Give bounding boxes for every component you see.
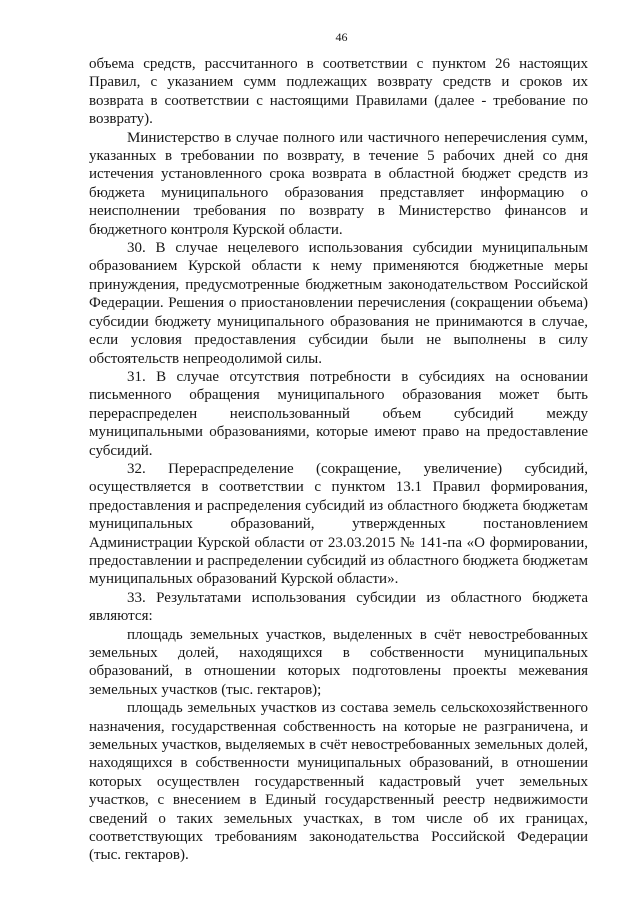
paragraph-5: 32. Перераспределение (сокращение, увеличение) субсидий, осуществляется в соответствии с пунктом 13.1 Правил формирования, предоставления и распределения субсидий из областного бюджета бюджетам муниципальных образований, утвержденных постановлением Администрации Курской области от 23.03.2015 № 141-па «О формировании, предоставлении и распределении субсидий из областного бюджета бюджетам муниципальных образований Курской области». bbox=[89, 460, 588, 588]
paragraph-8: площадь земельных участков из состава земель сельскохозяйственного назначения, государственная собственность на которые не разграничена, и земельных участков, выделяемых в счёт невостребованных земельных долей, находящихся в собственности муниципальных образований, в отношении которых осуществлен государственный кадастровый учет земельных участков, с внесением в Единый государственный реестр недвижимости сведений о таких земельных участках, в том числе об их границах, соответствующих требованиям законодательства Российской Федерации (тыс. гектаров). bbox=[89, 700, 588, 864]
paragraph-6: 33. Результатами использования субсидии из областного бюджета являются: bbox=[89, 589, 588, 625]
page-number: 46 bbox=[335, 30, 348, 44]
document-body bbox=[89, 55, 588, 865]
paragraph-4: 31. В случае отсутствия потребности в субсидиях на основании письменного обращения муниципального образования может быть перераспределен неиспользованный объем субсидий между муниципальными образованиями, которые имеют право на предоставление субсидий. bbox=[89, 368, 588, 459]
paragraph-7: площадь земельных участков, выделенных в счёт невостребованных земельных долей, находящихся в собственности муниципальных образований, в отношении которых подготовлены проекты межевания земельных участков (тыс. гектаров); bbox=[89, 626, 588, 698]
paragraph-3: 30. В случае нецелевого использования субсидии муниципальным образованием Курской области к нему применяются бюджетные меры принуждения, предусмотренные бюджетным законодательством Российской Федерации. Решения о приостановлении перечисления (сокращении объема) субсидии бюджету муниципального образования не принимаются в случае, если условия предоставления субсидии были не выполнены в силу обстоятельств непреодолимой силы. bbox=[89, 240, 588, 367]
paragraph-2: Министерство в случае полного или частичного неперечисления сумм, указанных в требовании по возврату, в течение 5 рабочих дней со дня истечения установленного срока возврата в областной бюджет средств из бюджета муниципального образования представляет информацию о неисполнении требования по возврату в Министерство финансов и бюджетного контроля Курской области. bbox=[89, 129, 588, 238]
paragraph-1: объема средств, рассчитанного в соответствии с пунктом 26 настоящих Правил, с указанием сумм подлежащих возврату средств и сроков их возврата в соответствии с настоящими Правилами (далее - требование по возврату). bbox=[89, 56, 588, 128]
